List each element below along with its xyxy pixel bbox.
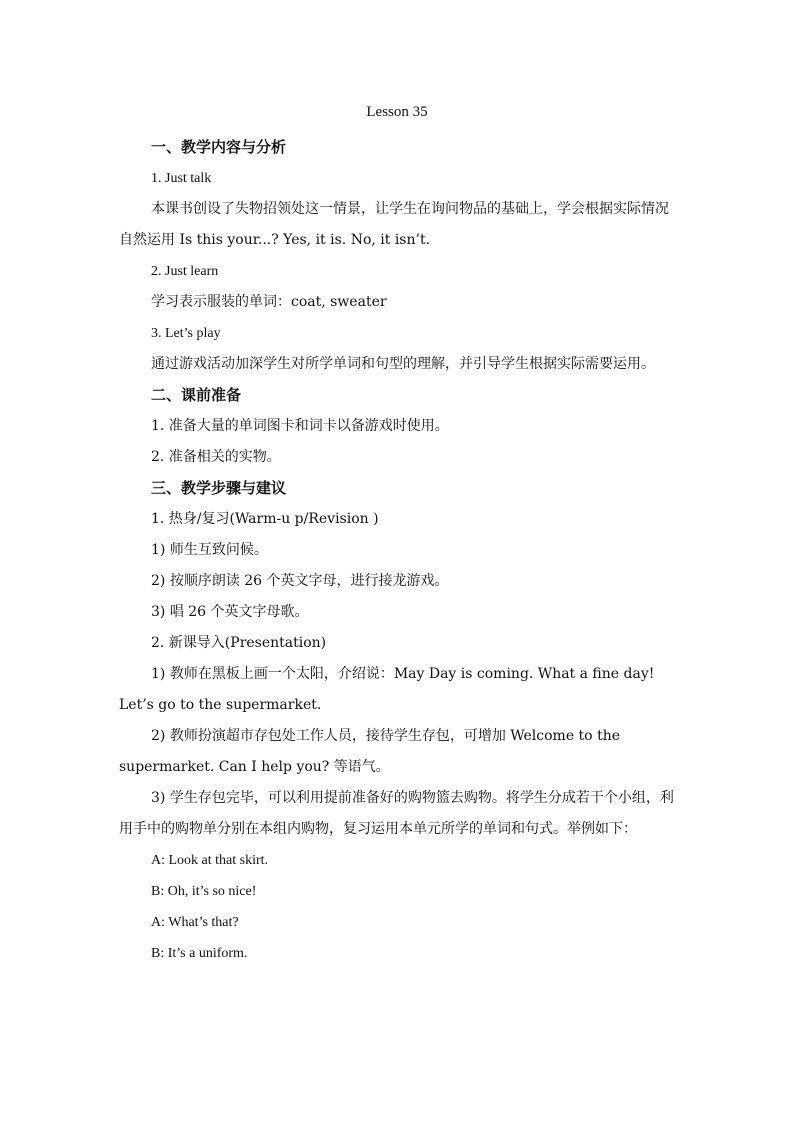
step-presentation-sun: 1) 教师在黑板上画一个太阳，介绍说：May Day is coming. What a fine day! Let’s go to the supermarket.	[119, 666, 655, 713]
step-warm-up-song: 3) 唱 26 个英文字母歌。	[151, 604, 309, 620]
step-presentation-clerk: 2) 教师扮演超市存包处工作人员，接待学生存包，可增加 Welcome to the supermarket. Can I help you? 等语气。	[119, 728, 620, 775]
paragraph-just-talk: 本课书创设了失物招领处这一情景，让学生在询问物品的基础上，学会根据实际情况自然运用 Is this your...? Yes, it is. No, it isn’t.	[119, 201, 669, 248]
dialogue-line-b2: B: It’s a uniform.	[151, 946, 248, 961]
section-heading-content-analysis: 一、教学内容与分析	[151, 138, 287, 156]
lesson-title: Lesson 35	[366, 104, 428, 120]
section-heading-preparation: 二、课前准备	[151, 386, 242, 404]
step-warm-up: 1. 热身/复习(Warm-u p/Revision )	[151, 511, 379, 527]
item-lets-play: 3. Let’s play	[151, 326, 221, 341]
paragraph-lets-play: 通过游戏活动加深学生对所学单词和句型的理解，并引导学生根据实际需要运用。	[151, 356, 655, 372]
dialogue-line-b1: B: Oh, it’s so nice!	[151, 884, 257, 899]
step-warm-up-alphabet: 2) 按顺序朗读 26 个英文字母，进行接龙游戏。	[151, 573, 449, 589]
prep-item-cards: 1. 准备大量的单词图卡和词卡以备游戏时使用。	[151, 418, 449, 434]
dialogue-line-a1: A: Look at that skirt.	[151, 853, 269, 868]
step-presentation: 2. 新课导入(Presentation)	[151, 635, 327, 651]
item-just-learn: 2. Just learn	[151, 264, 219, 279]
dialogue-line-a2: A: What’s that?	[151, 915, 239, 930]
step-presentation-shopping: 3) 学生存包完毕，可以利用提前准备好的购物篮去购物。将学生分成若干个小组，利用手中的购物单分别在本组内购物，复习运用本单元所学的单词和句式。举例如下：	[119, 790, 674, 837]
prep-item-objects: 2. 准备相关的实物。	[151, 449, 281, 465]
item-just-talk: 1. Just talk	[151, 171, 212, 186]
step-warm-up-greeting: 1) 师生互致问候。	[151, 542, 268, 558]
lesson-body	[119, 132, 674, 969]
section-heading-teaching-steps: 三、教学步骤与建议	[151, 479, 287, 497]
paragraph-just-learn: 学习表示服装的单词：coat, sweater	[151, 294, 387, 310]
